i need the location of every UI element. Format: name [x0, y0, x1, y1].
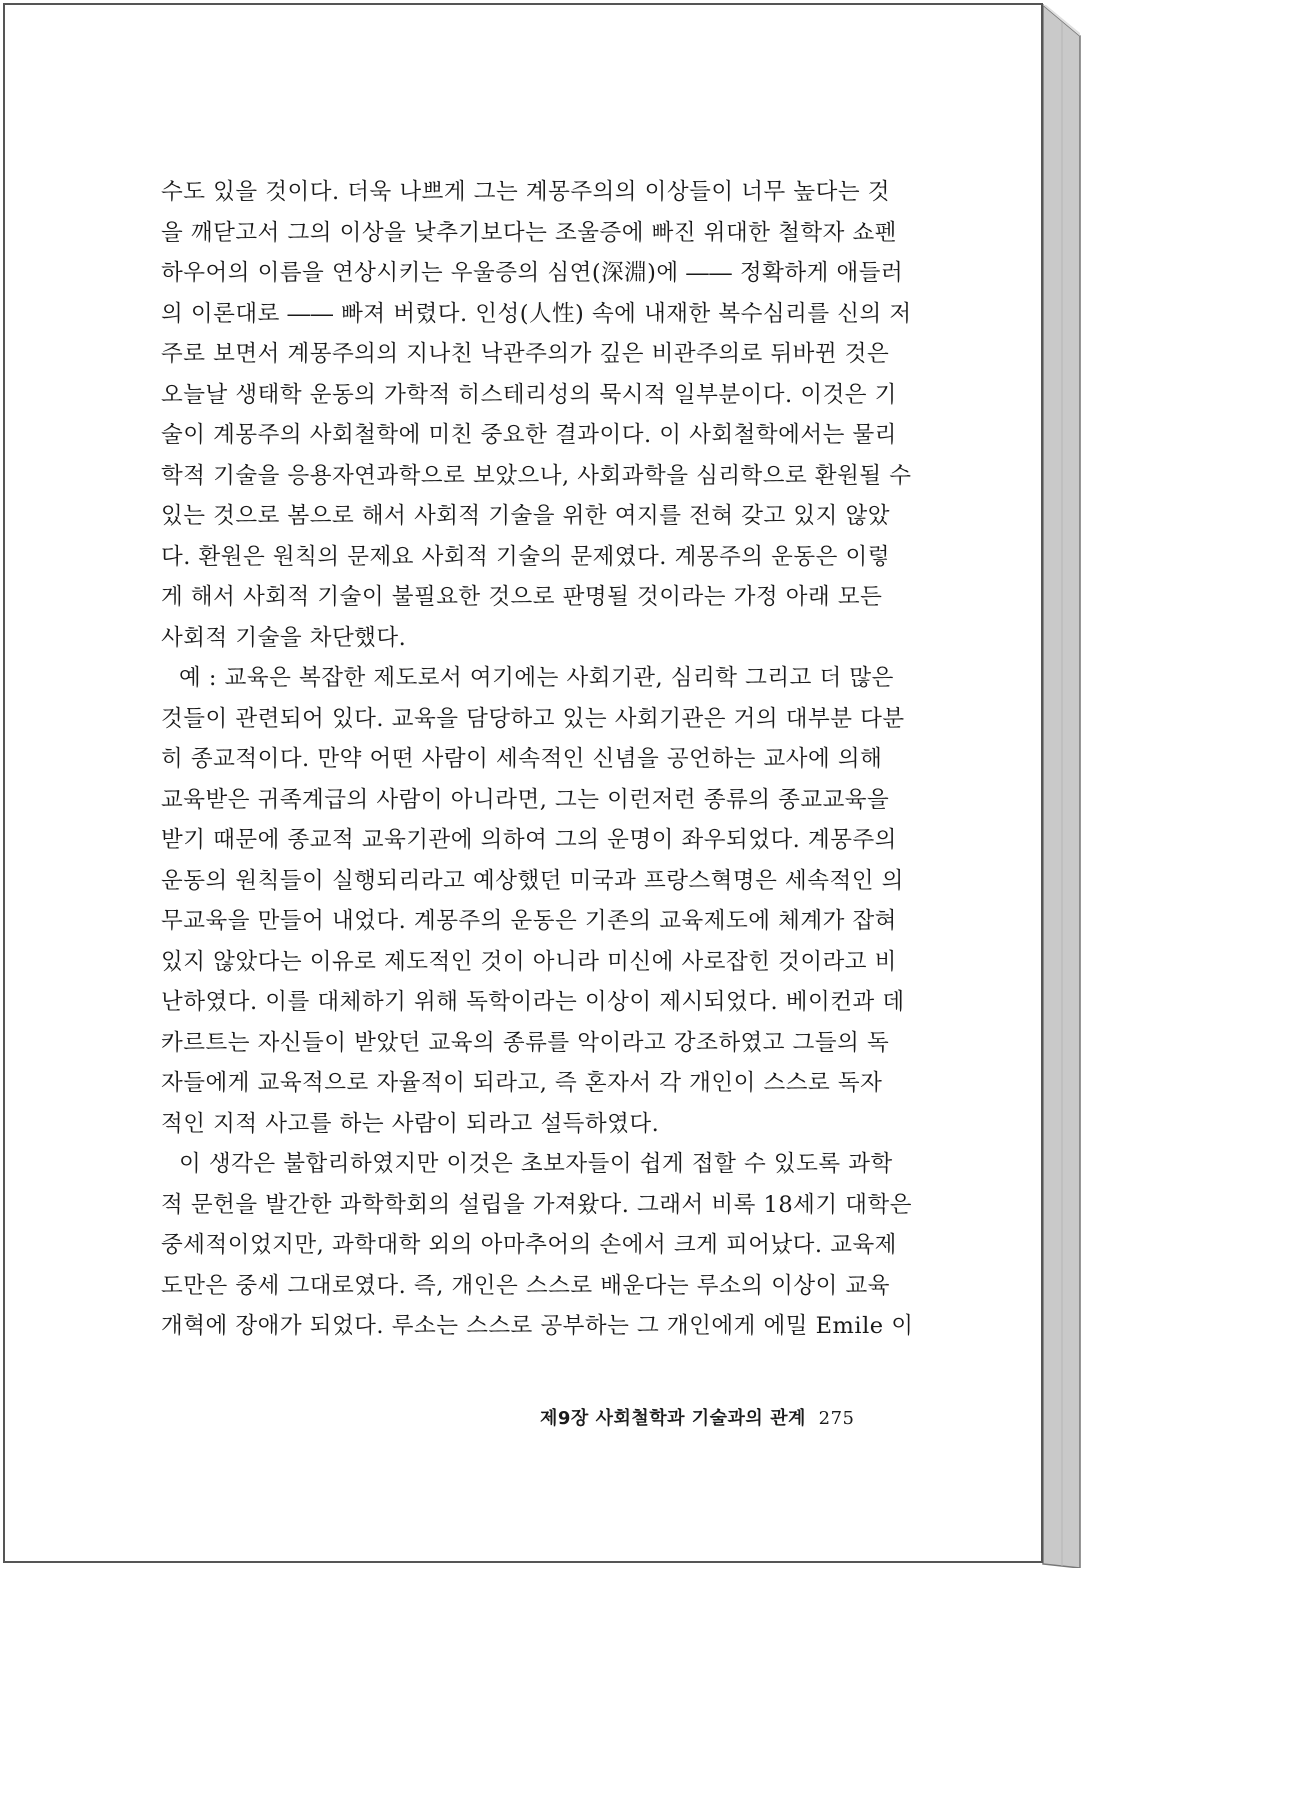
paragraph: [161, 658, 905, 1144]
text-line: 사회적 기술을 차단했다.: [161, 624, 407, 651]
paragraph: [161, 172, 912, 658]
text-line: 무교육을 만들어 내었다. 계몽주의 운동은 기존의 교육제도에 체계가 잡혀: [161, 908, 897, 934]
text-line: 있지 않았다는 이유로 제도적인 것이 아니라 미신에 사로잡힌 것이라고 비: [161, 948, 897, 975]
text-line: 다. 환원은 원칙의 문제요 사회적 기술의 문제였다. 계몽주의 운동은 이렇: [161, 543, 890, 570]
text-line: 히 종교적이다. 만약 어떤 사람이 세속적인 신념을 공언하는 교사에 의해: [161, 746, 883, 772]
text-line: 카르트는 자신들이 받았던 교육의 종류를 악이라고 강조하였고 그들의 독: [161, 1029, 890, 1056]
text-line: 이 생각은 불합리하였지만 이것은 초보자들이 쉽게 접할 수 있도록 과학: [179, 1151, 893, 1177]
text-line: 오늘날 생태학 운동의 가학적 히스테리성의 묵시적 일부분이다. 이것은 기: [161, 381, 897, 408]
text-line: 난하였다. 이를 대체하기 위해 독학이라는 이상이 제시되었다. 베이컨과 데: [161, 989, 905, 1015]
body-text: [161, 172, 914, 1347]
text-line: 학적 기술을 응용자연과학으로 보았으나, 사회과학을 심리학으로 환원될 수: [161, 462, 912, 489]
text-line: 적인 지적 사고를 하는 사람이 되라고 설득하였다.: [161, 1110, 660, 1137]
text-line: 하우어의 이름을 연상시키는 우울증의 심연(深淵)에 ―― 정확하게 애들러: [161, 260, 904, 286]
page-number: 275: [818, 1408, 855, 1429]
text-line: 의 이론대로 ―― 빠져 버렸다. 인성(人性) 속에 내재한 복수심리를 신의 저: [161, 300, 912, 327]
running-footer: [540, 1404, 855, 1430]
text-line: 수도 있을 것이다. 더욱 나쁘게 그는 계몽주의의 이상들이 너무 높다는 것: [161, 179, 890, 205]
text-line: 적 문헌을 발간한 과학학회의 설립을 가져왔다. 그래서 비록 18세기 대학은: [161, 1191, 912, 1218]
text-line: 게 해서 사회적 기술이 불필요한 것으로 판명될 것이라는 가정 아래 모든: [161, 584, 883, 610]
chapter-title: 제9장 사회철학과 기술과의 관계: [540, 1408, 806, 1429]
text-line: 주로 보면서 계몽주의의 지나친 낙관주의가 깊은 비관주의로 뒤바뀐 것은: [161, 341, 890, 367]
text-line: 중세적이었지만, 과학대학 외의 아마추어의 손에서 크게 피어났다. 교육제: [161, 1232, 897, 1258]
text-line: 운동의 원칙들이 실행되리라고 예상했던 미국과 프랑스혁명은 세속적인 의: [161, 867, 904, 894]
text-line: 예 : 교육은 복잡한 제도로서 여기에는 사회기관, 심리학 그리고 더 많은: [179, 665, 894, 691]
text-line: 있는 것으로 봄으로 해서 사회적 기술을 위한 여지를 전혀 갖고 있지 않았: [161, 503, 890, 529]
text-line: 자들에게 교육적으로 자율적이 되라고, 즉 혼자서 각 개인이 스스로 독자: [161, 1070, 883, 1096]
text-line: 받기 때문에 종교적 교육기관에 의하여 그의 운명이 좌우되었다. 계몽주의: [161, 827, 897, 853]
text-line: 것들이 관련되어 있다. 교육을 담당하고 있는 사회기관은 거의 대부분 다분: [161, 705, 905, 732]
text-line: 도만은 중세 그대로였다. 즉, 개인은 스스로 배운다는 루소의 이상이 교육: [161, 1272, 890, 1299]
text-line: 교육받은 귀족계급의 사람이 아니라면, 그는 이런저런 종류의 종교교육을: [161, 786, 890, 813]
text-line: 을 깨닫고서 그의 이상을 낮추기보다는 조울증에 빠진 위대한 철학자 쇼펜: [161, 219, 897, 246]
text-line: 개혁에 장애가 되었다. 루소는 스스로 공부하는 그 개인에게 에밀 Emile 이: [161, 1313, 914, 1339]
paragraph: [161, 1144, 914, 1347]
text-line: 술이 계몽주의 사회철학에 미친 중요한 결과이다. 이 사회철학에서는 물리: [161, 422, 897, 448]
